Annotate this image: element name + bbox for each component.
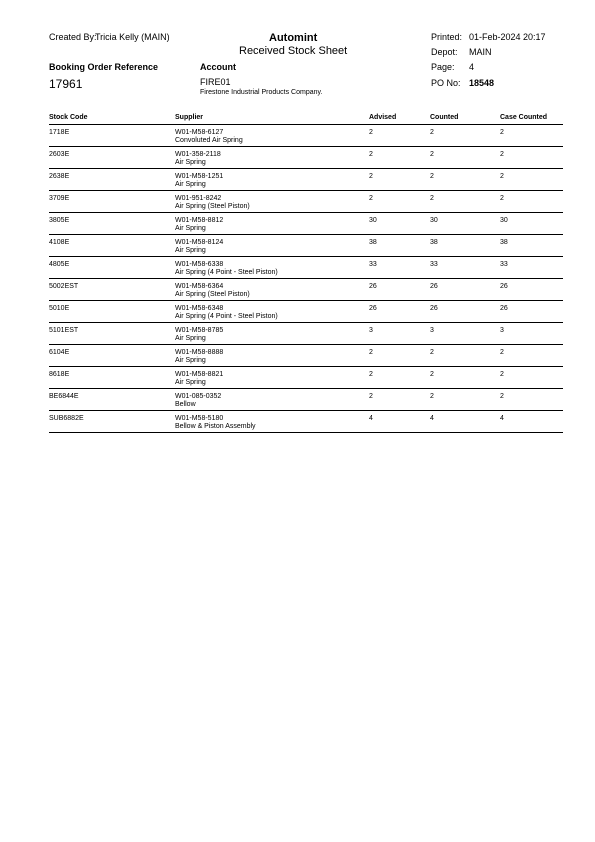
stock-code-cell: BE6844E [49, 393, 79, 400]
po-label: PO No: [431, 78, 461, 88]
supplier-code-cell: W01-M58-8785 [175, 327, 224, 334]
stock-code-cell: 8618E [49, 371, 70, 378]
stock-code-cell: 1718E [49, 129, 70, 136]
counted-cell: 2 [430, 371, 434, 378]
case-counted-cell: 2 [500, 349, 504, 356]
supplier-code-cell: W01-951-8242 [175, 195, 222, 202]
account-name: Firestone Industrial Products Company. [200, 89, 323, 96]
case-counted-cell: 2 [500, 371, 504, 378]
stock-code-cell: 5010E [49, 305, 70, 312]
advised-cell: 2 [369, 371, 373, 378]
description-cell: Air Spring (4 Point - Steel Piston) [175, 313, 278, 320]
counted-cell: 2 [430, 129, 434, 136]
description-cell: Bellow [175, 401, 196, 408]
counted-cell: 38 [430, 239, 438, 246]
table-row [49, 345, 563, 367]
case-counted-cell: 33 [500, 261, 508, 268]
counted-cell: 2 [430, 349, 434, 356]
table-row [49, 389, 563, 411]
advised-cell: 33 [369, 261, 377, 268]
supplier-code-cell: W01-M58-6364 [175, 283, 224, 290]
description-cell: Air Spring [175, 247, 206, 254]
table-row [49, 279, 563, 301]
advised-cell: 2 [369, 393, 373, 400]
stock-table [49, 114, 563, 433]
description-cell: Air Spring [175, 225, 206, 232]
stock-code-cell: 5002EST [49, 283, 79, 290]
company-name: Automint [269, 32, 318, 44]
advised-cell: 26 [369, 283, 377, 290]
case-counted-cell: 26 [500, 305, 508, 312]
account-code: FIRE01 [200, 77, 231, 87]
stock-code-cell: 4805E [49, 261, 70, 268]
advised-cell: 3 [369, 327, 373, 334]
case-counted-cell: 2 [500, 195, 504, 202]
counted-cell: 2 [430, 393, 434, 400]
advised-cell: 2 [369, 151, 373, 158]
advised-cell: 26 [369, 305, 377, 312]
supplier-code-cell: W01-358-2118 [175, 151, 221, 158]
table-row [49, 367, 563, 389]
page-label: Page: [431, 62, 455, 72]
case-counted-cell: 38 [500, 239, 508, 246]
supplier-code-cell: W01-M58-8888 [175, 349, 224, 356]
printed-value: 01-Feb-2024 20:17 [469, 32, 546, 42]
stock-code-cell: 3709E [49, 195, 70, 202]
counted-cell: 4 [430, 415, 434, 422]
booking-ref-value: 17961 [49, 77, 83, 91]
counted-cell: 30 [430, 217, 438, 224]
account-label: Account [200, 62, 236, 72]
supplier-code-cell: W01-M58-8124 [175, 239, 224, 246]
description-cell: Air Spring [175, 159, 206, 166]
case-counted-cell: 26 [500, 283, 508, 290]
advised-cell: 2 [369, 195, 373, 202]
table-row [49, 301, 563, 323]
stock-code-cell: SUB6882E [49, 415, 84, 422]
created-by-label: Created By: [49, 32, 97, 42]
case-counted-cell: 3 [500, 327, 504, 334]
table-row [49, 125, 563, 147]
table-body [49, 125, 563, 433]
supplier-code-cell: W01-085-0352 [175, 393, 222, 400]
case-counted-cell: 2 [500, 173, 504, 180]
description-cell: Convoluted Air Spring [175, 137, 243, 144]
page-value: 4 [469, 62, 475, 72]
depot-label: Depot: [431, 47, 458, 57]
counted-cell: 2 [430, 151, 434, 158]
description-cell: Bellow & Piston Assembly [175, 423, 256, 430]
description-cell: Air Spring (Steel Piston) [175, 203, 250, 210]
counted-cell: 2 [430, 173, 434, 180]
case-counted-cell: 4 [500, 415, 504, 422]
row-divider [49, 432, 563, 433]
po-value: 18548 [469, 78, 495, 88]
supplier-code-cell: W01-M58-8821 [175, 371, 224, 378]
column-header-supplier: Supplier [175, 114, 204, 121]
table-row [49, 323, 563, 345]
case-counted-cell: 2 [500, 151, 504, 158]
table-header-row [49, 114, 563, 125]
table-row [49, 169, 563, 191]
advised-cell: 2 [369, 349, 373, 356]
table-row [49, 213, 563, 235]
column-header-advised: Advised [369, 114, 397, 121]
stock-code-cell: 6104E [49, 349, 70, 356]
table-row [49, 411, 563, 433]
supplier-code-cell: W01-M58-8812 [175, 217, 224, 224]
counted-cell: 26 [430, 283, 438, 290]
counted-cell: 2 [430, 195, 434, 202]
supplier-code-cell: W01-M58-5180 [175, 415, 224, 422]
column-header-case-counted: Case Counted [500, 114, 548, 121]
description-cell: Air Spring (Steel Piston) [175, 291, 250, 298]
counted-cell: 26 [430, 305, 438, 312]
supplier-code-cell: W01-M58-6127 [175, 129, 224, 136]
depot-value: MAIN [469, 47, 492, 57]
created-by-value: Tricia Kelly (MAIN) [95, 32, 170, 42]
stock-code-cell: 5101EST [49, 327, 79, 334]
advised-cell: 2 [369, 129, 373, 136]
advised-cell: 4 [369, 415, 373, 422]
printed-label: Printed: [431, 32, 463, 42]
table-row [49, 235, 563, 257]
column-header-counted: Counted [430, 114, 459, 121]
counted-cell: 3 [430, 327, 434, 334]
description-cell: Air Spring [175, 181, 206, 188]
description-cell: Air Spring (4 Point - Steel Piston) [175, 269, 278, 276]
supplier-code-cell: W01-M58-6348 [175, 305, 224, 312]
column-header-stock-code: Stock Code [49, 114, 88, 121]
stock-code-cell: 2603E [49, 151, 70, 158]
advised-cell: 2 [369, 173, 373, 180]
counted-cell: 33 [430, 261, 438, 268]
table-row [49, 147, 563, 169]
supplier-code-cell: W01-M58-6338 [175, 261, 224, 268]
advised-cell: 38 [369, 239, 377, 246]
table-row [49, 191, 563, 213]
advised-cell: 30 [369, 217, 377, 224]
booking-ref-label: Booking Order Reference [49, 62, 159, 72]
description-cell: Air Spring [175, 379, 206, 386]
document-title: Received Stock Sheet [239, 45, 348, 57]
stock-code-cell: 4108E [49, 239, 70, 246]
case-counted-cell: 2 [500, 393, 504, 400]
stock-code-cell: 2638E [49, 173, 70, 180]
description-cell: Air Spring [175, 357, 206, 364]
table-row [49, 257, 563, 279]
case-counted-cell: 30 [500, 217, 508, 224]
stock-code-cell: 3805E [49, 217, 70, 224]
case-counted-cell: 2 [500, 129, 504, 136]
supplier-code-cell: W01-M58-1251 [175, 173, 224, 180]
description-cell: Air Spring [175, 335, 206, 342]
